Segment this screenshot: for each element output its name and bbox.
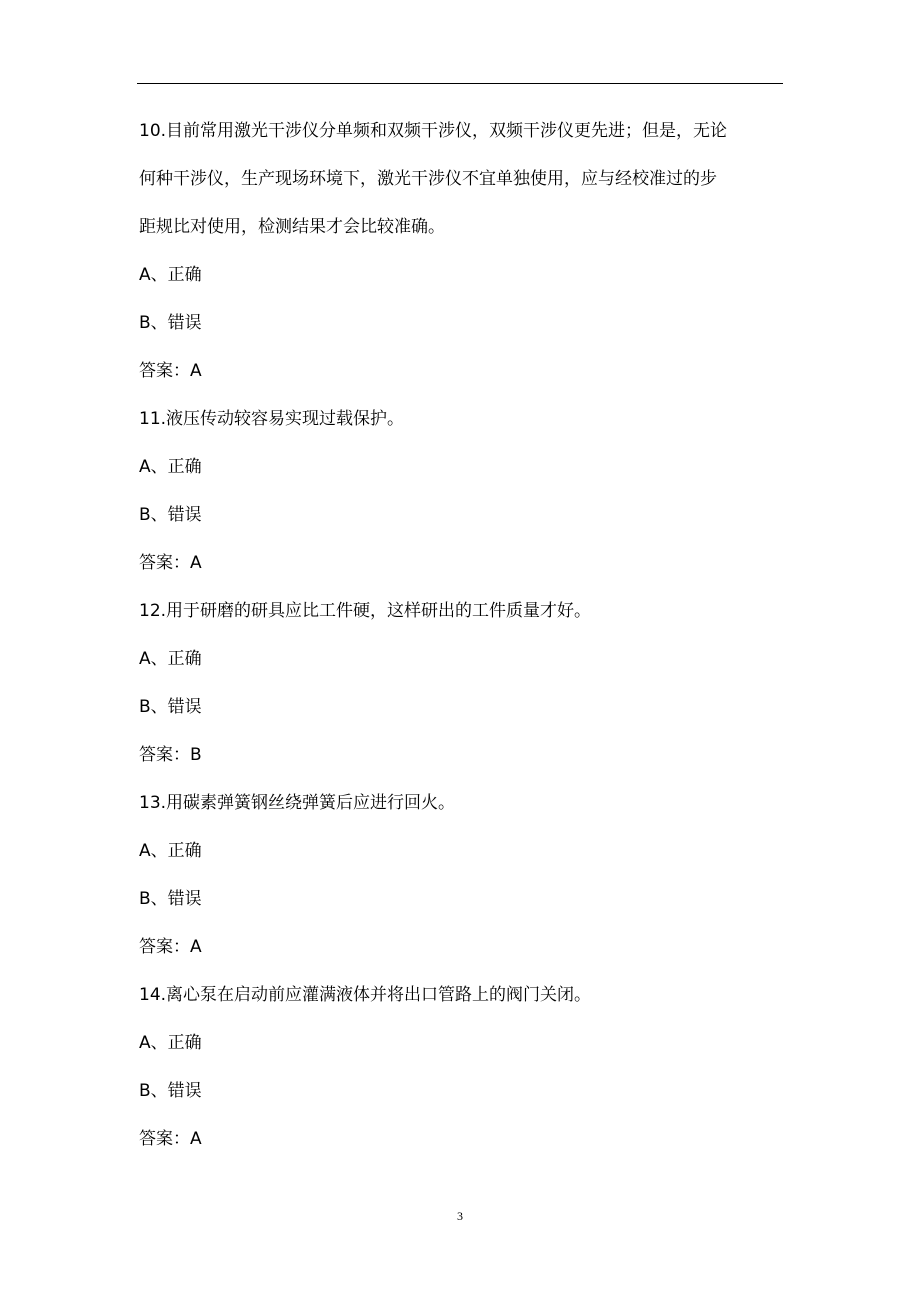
- option-b: B、错误: [139, 889, 202, 909]
- option-a: A、正确: [139, 841, 202, 861]
- question-stem: 12.用于研磨的研具应比工件硬，这样研出的工件质量才好。: [139, 601, 592, 621]
- header-rule: [137, 83, 783, 84]
- option-a: A、正确: [139, 457, 202, 477]
- option-a: A、正确: [139, 1033, 202, 1053]
- option-a: A、正确: [139, 265, 202, 285]
- answer: 答案：A: [139, 553, 202, 573]
- answer: 答案：A: [139, 1129, 202, 1149]
- option-b: B、错误: [139, 1081, 202, 1101]
- option-a: A、正确: [139, 649, 202, 669]
- stem-line: 10.目前常用激光干涉仪分单频和双频干涉仪，双频干涉仪更先进；但是，无论: [139, 121, 728, 141]
- option-b: B、错误: [139, 313, 202, 333]
- answer: 答案：A: [139, 361, 202, 381]
- page-number: 3: [457, 1209, 463, 1223]
- question-stem: 13.用碳素弹簧钢丝绕弹簧后应进行回火。: [139, 793, 456, 813]
- question-11: [139, 407, 785, 599]
- question-14: [139, 983, 785, 1151]
- stem-line: 何种干涉仪，生产现场环境下，激光干涉仪不宜单独使用，应与经校准过的步: [139, 169, 717, 189]
- stem-line: 距规比对使用，检测结果才会比较准确。: [139, 217, 445, 237]
- answer: 答案：B: [139, 745, 202, 765]
- option-b: B、错误: [139, 697, 202, 717]
- question-13: [139, 791, 785, 983]
- question-10: [139, 119, 785, 407]
- question-12: [139, 599, 785, 791]
- answer: 答案：A: [139, 937, 202, 957]
- option-b: B、错误: [139, 505, 202, 525]
- question-stem: 14.离心泵在启动前应灌满液体并将出口管路上的阀门关闭。: [139, 985, 592, 1005]
- question-stem: 11.液压传动较容易实现过载保护。: [139, 409, 405, 429]
- question-stem: [139, 119, 785, 239]
- question-list: [139, 119, 785, 1151]
